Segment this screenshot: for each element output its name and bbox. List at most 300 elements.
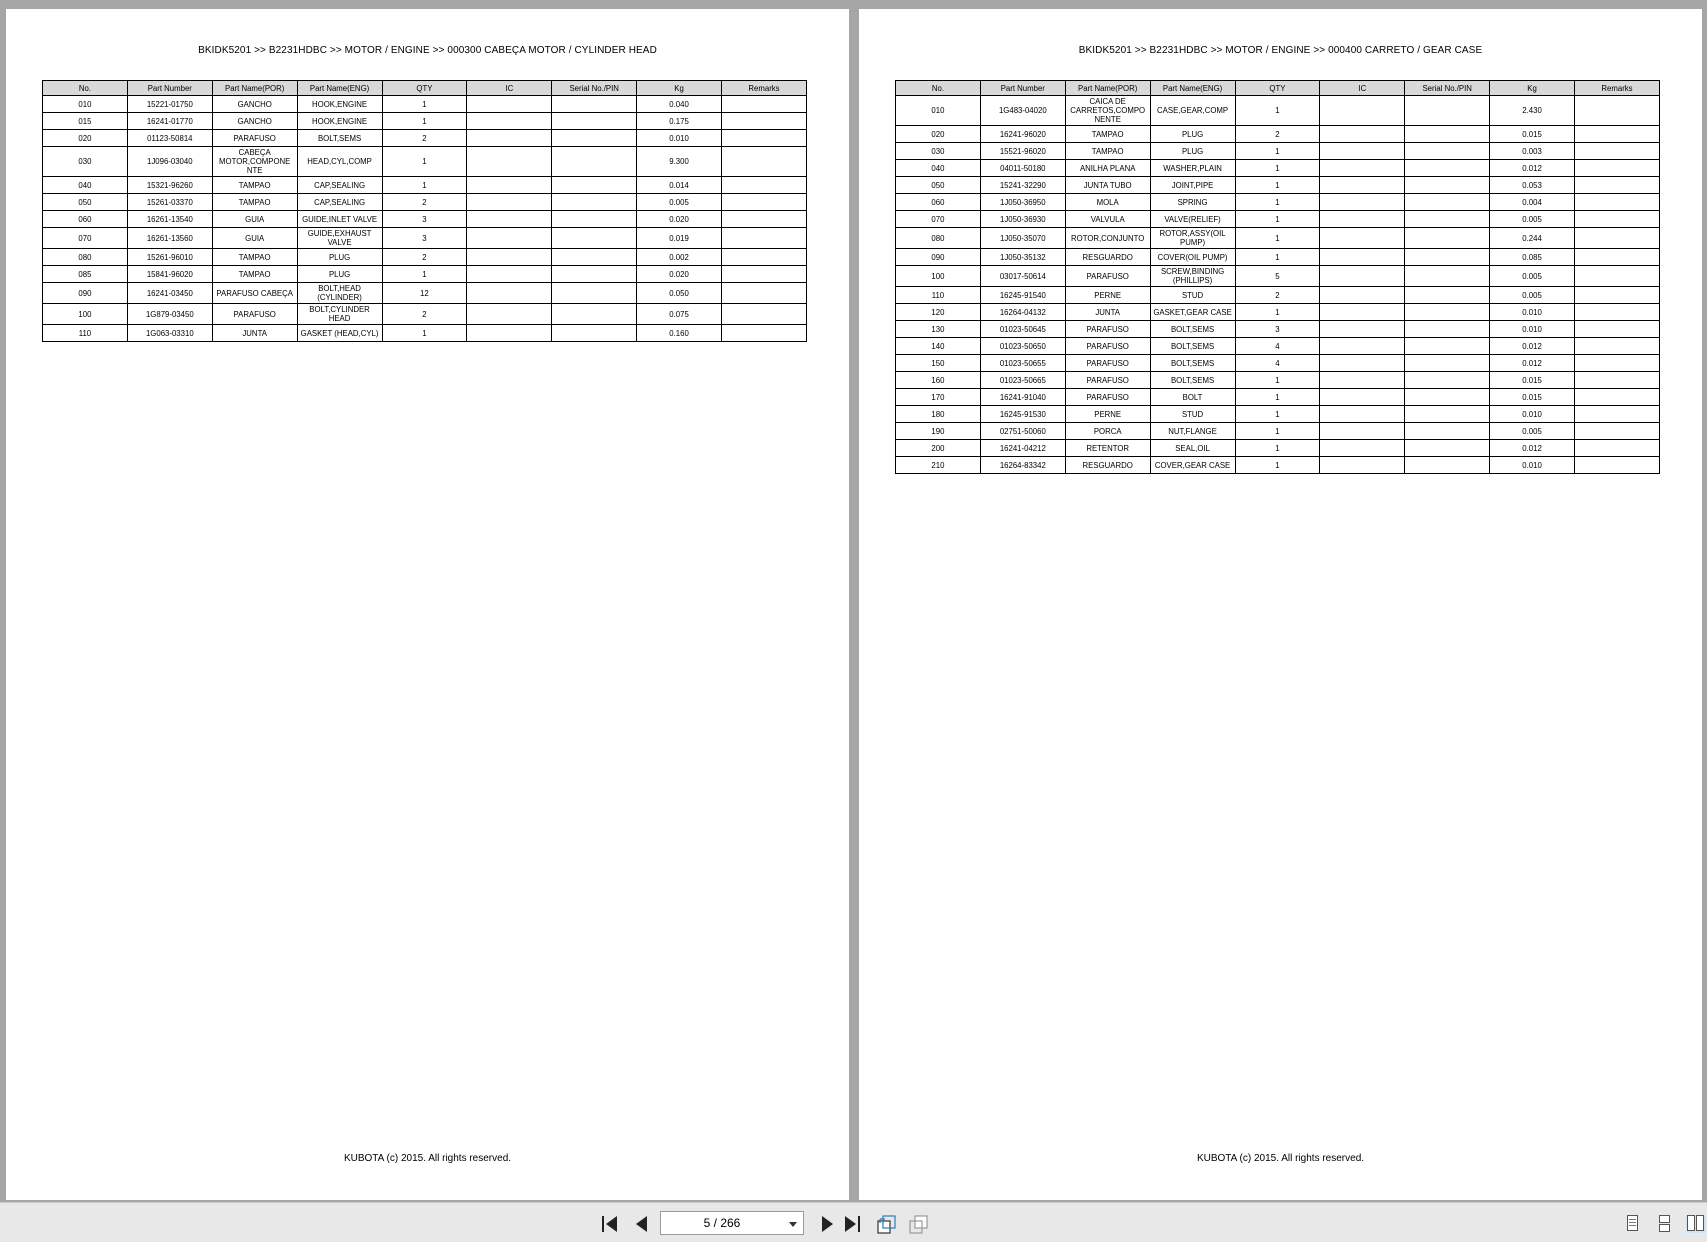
column-header: Remarks — [1575, 81, 1660, 96]
table-cell: 16264-83342 — [980, 457, 1065, 474]
table-cell: 110 — [43, 325, 128, 342]
table-cell — [722, 266, 807, 283]
table-cell: 0.085 — [1490, 249, 1575, 266]
table-cell — [467, 147, 552, 177]
table-cell: BOLT,SEMS — [1150, 372, 1235, 389]
table-cell: BOLT,SEMS — [297, 130, 382, 147]
table-cell — [1575, 194, 1660, 211]
table-cell — [1405, 338, 1490, 355]
table-cell: 0.012 — [1490, 440, 1575, 457]
table-cell: 1 — [382, 96, 467, 113]
table-cell — [1405, 321, 1490, 338]
table-cell: COVER,GEAR CASE — [1150, 457, 1235, 474]
table-cell — [722, 130, 807, 147]
previous-page-icon[interactable] — [631, 1213, 653, 1235]
table-cell: 110 — [896, 287, 981, 304]
table-row — [43, 211, 807, 228]
viewer-toolbar — [0, 1202, 1707, 1242]
table-cell: 1J050-36930 — [980, 211, 1065, 228]
table-cell: 1 — [1235, 160, 1320, 177]
table-cell: 2 — [1235, 287, 1320, 304]
table-cell — [1575, 389, 1660, 406]
table-cell: 015 — [43, 113, 128, 130]
first-page-icon[interactable] — [600, 1213, 622, 1235]
table-cell — [1405, 249, 1490, 266]
table-cell — [1320, 287, 1405, 304]
next-page-icon[interactable] — [816, 1213, 838, 1235]
table-cell: GANCHO — [212, 96, 297, 113]
table-cell: 0.005 — [1490, 287, 1575, 304]
table-cell — [1405, 406, 1490, 423]
table-cell: BOLT — [1150, 389, 1235, 406]
table-cell: 2 — [382, 130, 467, 147]
table-row — [43, 266, 807, 283]
table-cell: 0.002 — [637, 249, 722, 266]
table-cell — [552, 228, 637, 249]
table-cell: 4 — [1235, 338, 1320, 355]
table-cell: VALVULA — [1065, 211, 1150, 228]
table-cell: TAMPAO — [212, 266, 297, 283]
table-row — [896, 211, 1660, 228]
table-cell: 16264-04132 — [980, 304, 1065, 321]
column-header: Part Number — [980, 81, 1065, 96]
table-cell — [1320, 266, 1405, 287]
table-cell: 0.050 — [637, 283, 722, 304]
table-cell: ROTOR,CONJUNTO — [1065, 228, 1150, 249]
table-row — [43, 228, 807, 249]
table-cell: SCREW,BINDING (PHILLIPS) — [1150, 266, 1235, 287]
table-cell — [1405, 355, 1490, 372]
table-cell: 0.010 — [637, 130, 722, 147]
table-cell — [1320, 160, 1405, 177]
table-row — [896, 457, 1660, 474]
table-cell: 1G879-03450 — [127, 304, 212, 325]
table-cell: 190 — [896, 423, 981, 440]
table-cell — [1405, 304, 1490, 321]
table-cell: PARAFUSO — [1065, 321, 1150, 338]
table-cell: RETENTOR — [1065, 440, 1150, 457]
table-row — [896, 96, 1660, 126]
table-cell: 0.010 — [1490, 321, 1575, 338]
table-cell: TAMPAO — [212, 249, 297, 266]
table-cell: 16261-13540 — [127, 211, 212, 228]
table-cell: 16241-04212 — [980, 440, 1065, 457]
table-cell — [1320, 423, 1405, 440]
table-cell: 090 — [896, 249, 981, 266]
table-cell: 0.175 — [637, 113, 722, 130]
table-cell: PARAFUSO — [1065, 338, 1150, 355]
table-cell: 1 — [1235, 249, 1320, 266]
table-cell: 0.004 — [1490, 194, 1575, 211]
table-cell: 040 — [43, 177, 128, 194]
table-cell — [1320, 194, 1405, 211]
table-cell: 1 — [1235, 372, 1320, 389]
table-cell: JUNTA — [212, 325, 297, 342]
table-cell: PARAFUSO — [212, 130, 297, 147]
table-cell: 3 — [382, 228, 467, 249]
table-cell — [552, 147, 637, 177]
table-cell — [552, 249, 637, 266]
page-number-input[interactable] — [660, 1211, 804, 1235]
table-row — [896, 440, 1660, 457]
table-cell — [552, 130, 637, 147]
table-cell: 0.005 — [637, 194, 722, 211]
table-cell: 15321-96260 — [127, 177, 212, 194]
table-cell — [467, 96, 552, 113]
table-cell — [1320, 389, 1405, 406]
table-cell — [722, 283, 807, 304]
table-cell: 090 — [43, 283, 128, 304]
table-cell — [552, 113, 637, 130]
table-cell: JUNTA TUBO — [1065, 177, 1150, 194]
table-cell: TAMPAO — [212, 194, 297, 211]
table-cell — [1405, 423, 1490, 440]
table-cell: 100 — [896, 266, 981, 287]
continuous-view-icon[interactable] — [1657, 1215, 1673, 1233]
column-header: Kg — [637, 81, 722, 96]
table-cell: HEAD,CYL,COMP — [297, 147, 382, 177]
table-cell: 020 — [896, 126, 981, 143]
table-cell: 16245-91540 — [980, 287, 1065, 304]
table-cell: 1 — [1235, 389, 1320, 406]
table-cell — [1405, 160, 1490, 177]
table-cell: 180 — [896, 406, 981, 423]
table-cell: 010 — [896, 96, 981, 126]
table-cell — [722, 249, 807, 266]
table-cell: 1 — [382, 177, 467, 194]
table-cell: 04011-50180 — [980, 160, 1065, 177]
table-cell: 1J050-35070 — [980, 228, 1065, 249]
table-cell: 1 — [1235, 143, 1320, 160]
table-cell: 1 — [1235, 406, 1320, 423]
table-cell: 15521-96020 — [980, 143, 1065, 160]
two-page-view-icon[interactable] — [1686, 1215, 1706, 1233]
table-cell — [552, 266, 637, 283]
table-cell — [552, 194, 637, 211]
table-cell: 0.020 — [637, 211, 722, 228]
table-cell — [1575, 126, 1660, 143]
table-cell: 030 — [43, 147, 128, 177]
table-cell: STUD — [1150, 287, 1235, 304]
table-cell — [1575, 177, 1660, 194]
table-cell: 1 — [382, 325, 467, 342]
page-footer: KUBOTA (c) 2015. All rights reserved. — [1196, 1153, 1365, 1164]
table-cell: 030 — [896, 143, 981, 160]
single-page-view-icon[interactable] — [1625, 1215, 1641, 1233]
table-cell: 1 — [1235, 211, 1320, 228]
table-cell — [1405, 126, 1490, 143]
table-cell: 0.012 — [1490, 160, 1575, 177]
table-cell: BOLT,SEMS — [1150, 355, 1235, 372]
table-cell: 1G063-03310 — [127, 325, 212, 342]
table-cell: BOLT,HEAD (CYLINDER) — [297, 283, 382, 304]
table-cell: PERNE — [1065, 406, 1150, 423]
table-row — [43, 130, 807, 147]
table-cell — [1575, 321, 1660, 338]
table-cell — [1575, 143, 1660, 160]
table-cell — [1320, 177, 1405, 194]
table-row — [43, 96, 807, 113]
table-cell: CASE,GEAR,COMP — [1150, 96, 1235, 126]
table-cell: NUT,FLANGE — [1150, 423, 1235, 440]
table-cell: 1 — [1235, 440, 1320, 457]
table-cell: 01023-50655 — [980, 355, 1065, 372]
table-cell: PERNE — [1065, 287, 1150, 304]
table-cell: 0.244 — [1490, 228, 1575, 249]
table-cell: 0.010 — [1490, 457, 1575, 474]
parts-table — [42, 80, 807, 342]
page-header: BKIDK5201 >> B2231HDBC >> MOTOR / ENGINE >> 000400 CARRETO / GEAR CASE — [1078, 45, 1483, 56]
table-cell: 1J096-03040 — [127, 147, 212, 177]
table-cell: CAP,SEALING — [297, 177, 382, 194]
table-cell: 060 — [43, 211, 128, 228]
table-cell — [552, 283, 637, 304]
table-row — [43, 113, 807, 130]
table-cell: ROTOR,ASSY(OIL PUMP) — [1150, 228, 1235, 249]
table-cell: 1 — [1235, 194, 1320, 211]
table-cell: 160 — [896, 372, 981, 389]
table-cell: 050 — [43, 194, 128, 211]
table-cell: 16241-96020 — [980, 126, 1065, 143]
table-cell: WASHER,PLAIN — [1150, 160, 1235, 177]
table-cell: 01023-50665 — [980, 372, 1065, 389]
table-cell — [1405, 389, 1490, 406]
table-cell: 5 — [1235, 266, 1320, 287]
table-cell: MOLA — [1065, 194, 1150, 211]
table-cell: PARAFUSO — [1065, 266, 1150, 287]
table-row — [896, 177, 1660, 194]
chevron-down-icon[interactable] — [789, 1222, 797, 1227]
table-cell: PLUG — [1150, 126, 1235, 143]
table-row — [43, 147, 807, 177]
table-cell: BOLT,CYLINDER HEAD — [297, 304, 382, 325]
table-cell: 080 — [896, 228, 981, 249]
table-cell — [1320, 143, 1405, 160]
table-cell — [1405, 287, 1490, 304]
table-cell: GASKET (HEAD,CYL) — [297, 325, 382, 342]
table-cell: 040 — [896, 160, 981, 177]
column-header: IC — [467, 81, 552, 96]
table-cell: 16261-13560 — [127, 228, 212, 249]
column-header: Part Name(POR) — [1065, 81, 1150, 96]
table-cell: 12 — [382, 283, 467, 304]
table-cell: 4 — [1235, 355, 1320, 372]
table-cell — [552, 304, 637, 325]
table-cell: RESGUARDO — [1065, 457, 1150, 474]
table-cell — [467, 177, 552, 194]
table-cell: RESGUARDO — [1065, 249, 1150, 266]
fit-page-icon[interactable] — [876, 1213, 898, 1235]
page-footer: KUBOTA (c) 2015. All rights reserved. — [343, 1153, 512, 1164]
last-page-icon[interactable] — [843, 1213, 865, 1235]
table-cell: PARAFUSO — [1065, 389, 1150, 406]
table-cell — [467, 194, 552, 211]
table-cell: 16241-91040 — [980, 389, 1065, 406]
table-row — [896, 160, 1660, 177]
table-cell: 130 — [896, 321, 981, 338]
table-row — [896, 355, 1660, 372]
table-cell — [467, 304, 552, 325]
table-cell: 070 — [43, 228, 128, 249]
column-header: Serial No./PIN — [1405, 81, 1490, 96]
table-cell — [1405, 194, 1490, 211]
table-cell: SPRING — [1150, 194, 1235, 211]
table-cell: 0.020 — [637, 266, 722, 283]
table-cell: BOLT,SEMS — [1150, 321, 1235, 338]
table-row — [896, 372, 1660, 389]
table-cell — [722, 304, 807, 325]
table-cell: 1 — [1235, 304, 1320, 321]
table-row — [896, 423, 1660, 440]
column-header: QTY — [382, 81, 467, 96]
table-cell: 15841-96020 — [127, 266, 212, 283]
table-cell: 085 — [43, 266, 128, 283]
table-row — [43, 283, 807, 304]
table-cell — [1405, 177, 1490, 194]
table-cell — [1320, 338, 1405, 355]
column-header: Part Name(ENG) — [1150, 81, 1235, 96]
table-cell: PARAFUSO CABEÇA — [212, 283, 297, 304]
table-cell — [1320, 126, 1405, 143]
table-cell: 0.012 — [1490, 355, 1575, 372]
table-cell: 020 — [43, 130, 128, 147]
column-header: Part Name(ENG) — [297, 81, 382, 96]
table-cell: 0.040 — [637, 96, 722, 113]
table-cell — [1575, 372, 1660, 389]
table-header-row — [896, 81, 1660, 96]
table-cell: JOINT,PIPE — [1150, 177, 1235, 194]
table-cell: SEAL,OIL — [1150, 440, 1235, 457]
page-indicator: 5 / 266 — [703, 1216, 741, 1230]
table-cell: COVER(OIL PUMP) — [1150, 249, 1235, 266]
table-cell — [1320, 228, 1405, 249]
table-cell: 060 — [896, 194, 981, 211]
table-cell: 1J050-36950 — [980, 194, 1065, 211]
table-cell — [1405, 372, 1490, 389]
table-cell: 16241-03450 — [127, 283, 212, 304]
table-row — [896, 249, 1660, 266]
table-cell: CAP,SEALING — [297, 194, 382, 211]
table-cell — [1405, 440, 1490, 457]
table-cell: 16241-01770 — [127, 113, 212, 130]
document-page-right — [859, 9, 1702, 1200]
table-cell: CABEÇA MOTOR,COMPONE NTE — [212, 147, 297, 177]
table-cell — [722, 211, 807, 228]
table-cell — [1575, 160, 1660, 177]
column-header: Part Name(POR) — [212, 81, 297, 96]
table-cell: 170 — [896, 389, 981, 406]
table-cell — [722, 96, 807, 113]
table-cell: 1 — [1235, 423, 1320, 440]
column-header: Kg — [1490, 81, 1575, 96]
table-cell: 0.160 — [637, 325, 722, 342]
table-cell — [467, 283, 552, 304]
column-header: Part Number — [127, 81, 212, 96]
table-cell: TAMPAO — [1065, 143, 1150, 160]
table-cell — [1320, 406, 1405, 423]
table-cell: 15221-01750 — [127, 96, 212, 113]
table-cell: GUIDE,INLET VALVE — [297, 211, 382, 228]
table-cell: 0.019 — [637, 228, 722, 249]
table-cell: 0.014 — [637, 177, 722, 194]
table-cell — [722, 113, 807, 130]
table-cell: 1J050-35132 — [980, 249, 1065, 266]
table-cell: 1 — [382, 266, 467, 283]
table-row — [896, 304, 1660, 321]
table-cell: BOLT,SEMS — [1150, 338, 1235, 355]
table-cell: VALVE(RELIEF) — [1150, 211, 1235, 228]
table-row — [896, 266, 1660, 287]
table-cell: 1G483-04020 — [980, 96, 1065, 126]
table-row — [896, 143, 1660, 160]
table-row — [43, 304, 807, 325]
table-row — [896, 406, 1660, 423]
table-row — [896, 389, 1660, 406]
table-row — [43, 194, 807, 211]
table-row — [896, 321, 1660, 338]
table-cell — [1405, 266, 1490, 287]
table-cell — [552, 211, 637, 228]
table-cell: CAICA DE CARRETOS,COMPO NENTE — [1065, 96, 1150, 126]
column-header: IC — [1320, 81, 1405, 96]
table-cell — [1405, 228, 1490, 249]
table-cell: 2 — [382, 194, 467, 211]
table-cell — [552, 177, 637, 194]
table-cell — [1405, 457, 1490, 474]
table-cell: 15241-32290 — [980, 177, 1065, 194]
table-cell: PORCA — [1065, 423, 1150, 440]
table-cell: STUD — [1150, 406, 1235, 423]
table-cell: TAMPAO — [212, 177, 297, 194]
table-cell: 140 — [896, 338, 981, 355]
table-cell — [1320, 372, 1405, 389]
table-cell: 070 — [896, 211, 981, 228]
table-cell: 100 — [43, 304, 128, 325]
table-cell — [467, 211, 552, 228]
table-cell: 0.010 — [1490, 406, 1575, 423]
column-header: No. — [43, 81, 128, 96]
table-cell: 120 — [896, 304, 981, 321]
fit-width-icon[interactable] — [908, 1213, 930, 1235]
table-cell: GUIA — [212, 228, 297, 249]
table-row — [896, 126, 1660, 143]
table-cell: 16245-91530 — [980, 406, 1065, 423]
table-cell — [552, 96, 637, 113]
table-cell: 15261-03370 — [127, 194, 212, 211]
table-cell: 2.430 — [1490, 96, 1575, 126]
table-cell: 010 — [43, 96, 128, 113]
page-header: BKIDK5201 >> B2231HDBC >> MOTOR / ENGINE >> 000300 CABEÇA MOTOR / CYLINDER HEAD — [198, 45, 657, 56]
table-cell: 2 — [1235, 126, 1320, 143]
table-cell — [1320, 457, 1405, 474]
table-cell — [1575, 249, 1660, 266]
table-cell: 03017-50614 — [980, 266, 1065, 287]
table-cell: 1 — [1235, 457, 1320, 474]
table-cell: GASKET,GEAR CASE — [1150, 304, 1235, 321]
table-cell: 2 — [382, 304, 467, 325]
table-cell: 01123-50814 — [127, 130, 212, 147]
table-cell: 0.015 — [1490, 372, 1575, 389]
table-cell: 0.010 — [1490, 304, 1575, 321]
table-row — [43, 177, 807, 194]
table-cell: 1 — [1235, 228, 1320, 249]
table-cell: 200 — [896, 440, 981, 457]
document-page-left — [6, 9, 849, 1200]
table-cell — [722, 147, 807, 177]
table-cell: 150 — [896, 355, 981, 372]
table-cell — [1575, 266, 1660, 287]
table-cell: 0.015 — [1490, 389, 1575, 406]
